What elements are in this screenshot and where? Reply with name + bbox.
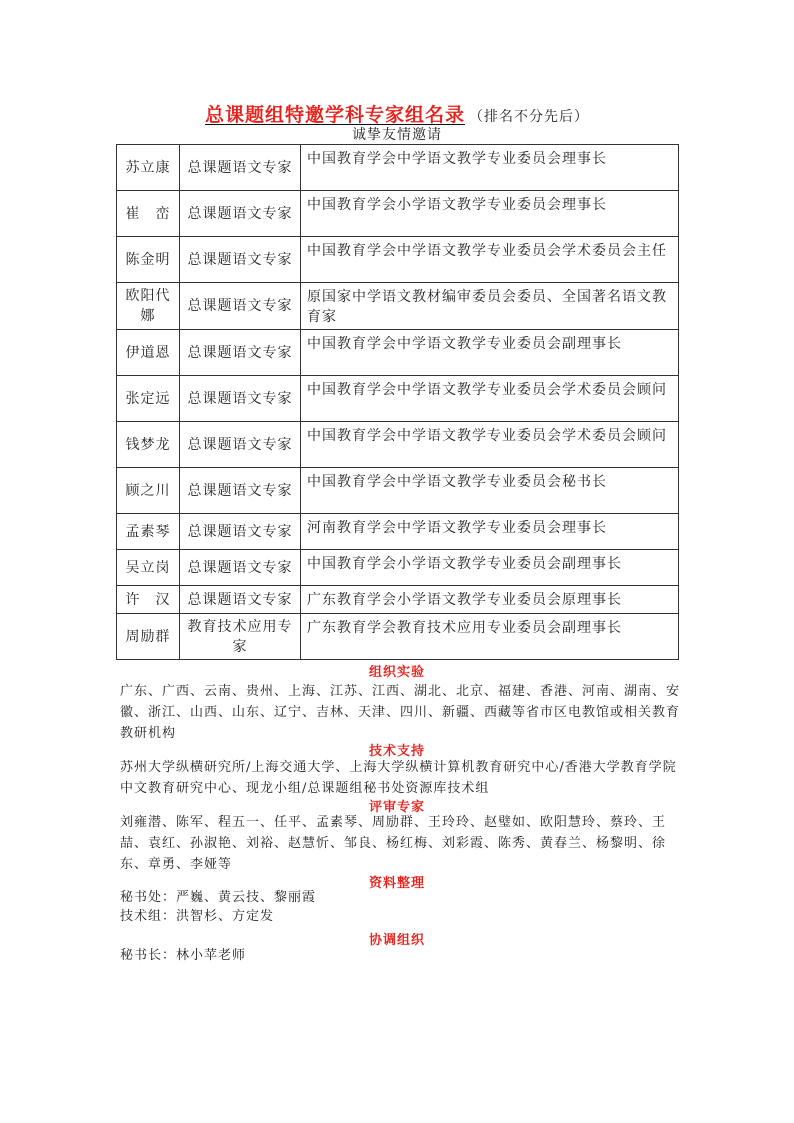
- expert-name: 钱梦龙: [117, 422, 180, 468]
- data-techgroup-line: 技术组：洪智杉、方定发: [120, 909, 275, 924]
- expert-name: 崔 峦: [117, 191, 180, 237]
- expert-position: 中国教育学会中学语文教学专业委员会副理事长: [301, 330, 679, 376]
- expert-position: 广东教育学会小学语文教学专业委员会原理事长: [301, 586, 679, 614]
- table-row: [117, 514, 679, 550]
- expert-name: 周励群: [117, 614, 180, 660]
- coord-heading: 协调组织: [368, 933, 425, 948]
- expert-position: 中国教育学会中学语文教学专业委员会理事长: [301, 145, 679, 191]
- page-subtitle: 诚挚友情邀请: [352, 127, 442, 143]
- table-row: [117, 376, 679, 422]
- title-note: （排名不分先后）: [469, 109, 589, 125]
- expert-role: 总课题语文专家: [180, 237, 301, 283]
- expert-role: 教育技术应用专家: [180, 614, 301, 660]
- expert-name: 吴立岗: [117, 550, 180, 586]
- table-row: [117, 237, 679, 283]
- org-exp-heading: 组织实验: [368, 665, 425, 680]
- expert-role: 总课题语文专家: [180, 586, 301, 614]
- expert-name: 苏立康: [117, 145, 180, 191]
- expert-position: 中国教育学会中学语文教学专业委员会学术委员会顾问: [301, 376, 679, 422]
- expert-role: 总课题语文专家: [180, 468, 301, 514]
- expert-position: 广东教育学会教育技术应用专业委员会副理事长: [301, 614, 679, 660]
- table-row: [117, 283, 679, 330]
- expert-name: 伊道恩: [117, 330, 180, 376]
- table-row: [117, 145, 679, 191]
- expert-position: 中国教育学会中学语文教学专业委员会学术委员会顾问: [301, 422, 679, 468]
- expert-name: 欧阳代娜: [117, 283, 180, 330]
- expert-name: 张定远: [117, 376, 180, 422]
- expert-position: 中国教育学会中学语文教学专业委员会秘书长: [301, 468, 679, 514]
- expert-position: 中国教育学会小学语文教学专业委员会理事长: [301, 191, 679, 237]
- review-heading: 评审专家: [368, 800, 425, 815]
- data-heading: 资料整理: [368, 876, 425, 891]
- table-row: [117, 191, 679, 237]
- table-row: [117, 422, 679, 468]
- expert-name: 许 汉: [117, 586, 180, 614]
- expert-role: 总课题语文专家: [180, 283, 301, 330]
- data-secretariat-line: 秘书处：严巍、黄云技、黎丽霞: [120, 890, 317, 905]
- expert-position: 河南教育学会中学语文教学专业委员会理事长: [301, 514, 679, 550]
- review-body: 刘雍潜、陈军、程五一、任平、孟素琴、周励群、王玲玲、赵璧如、欧阳慧玲、蔡玲、王喆、袁红、孙淑艳、刘裕、赵慧忻、邹良、杨红梅、刘彩霞、陈秀、黄春兰、杨黎明、徐东、章勇、李娅等: [120, 815, 667, 872]
- table-row: [117, 614, 679, 660]
- table-row: [117, 468, 679, 514]
- expert-name: 顾之川: [117, 468, 180, 514]
- tech-heading: 技术支持: [368, 744, 425, 759]
- coord-secretary-line: 秘书长：林小苹老师: [120, 948, 247, 963]
- expert-role: 总课题语文专家: [180, 191, 301, 237]
- expert-role: 总课题语文专家: [180, 422, 301, 468]
- expert-position: 中国教育学会小学语文教学专业委员会副理事长: [301, 550, 679, 586]
- expert-role: 总课题语文专家: [180, 376, 301, 422]
- title-line: [0, 100, 794, 127]
- table-row: [117, 550, 679, 586]
- org-exp-body: 广东、广西、云南、贵州、上海、江苏、江西、湖北、北京、福建、香港、河南、湖南、安徽、浙江、山西、山东、辽宁、吉林、天津、四川、新疆、西藏等省市区电教馆或相关教育教研机构: [120, 684, 681, 741]
- table-row: [117, 330, 679, 376]
- expert-role: 总课题语文专家: [180, 145, 301, 191]
- expert-role: 总课题语文专家: [180, 550, 301, 586]
- expert-name: 孟素琴: [117, 514, 180, 550]
- expert-position: 中国教育学会中学语文教学专业委员会学术委员会主任: [301, 237, 679, 283]
- expert-position: 原国家中学语文教材编审委员会委员、全国著名语文教育家: [301, 283, 679, 330]
- experts-table: [116, 144, 679, 660]
- expert-role: 总课题语文专家: [180, 330, 301, 376]
- page-title: 总课题组特邀学科专家组名录: [204, 104, 465, 126]
- expert-role: 总课题语文专家: [180, 514, 301, 550]
- tech-body: 苏州大学纵横研究所/上海交通大学、上海大学纵横计算机教育研究中心/香港大学教育学院中文教育研究中心、现龙小组/总课题组秘书处资源库技术组: [120, 760, 677, 796]
- table-row: [117, 586, 679, 614]
- expert-name: 陈金明: [117, 237, 180, 283]
